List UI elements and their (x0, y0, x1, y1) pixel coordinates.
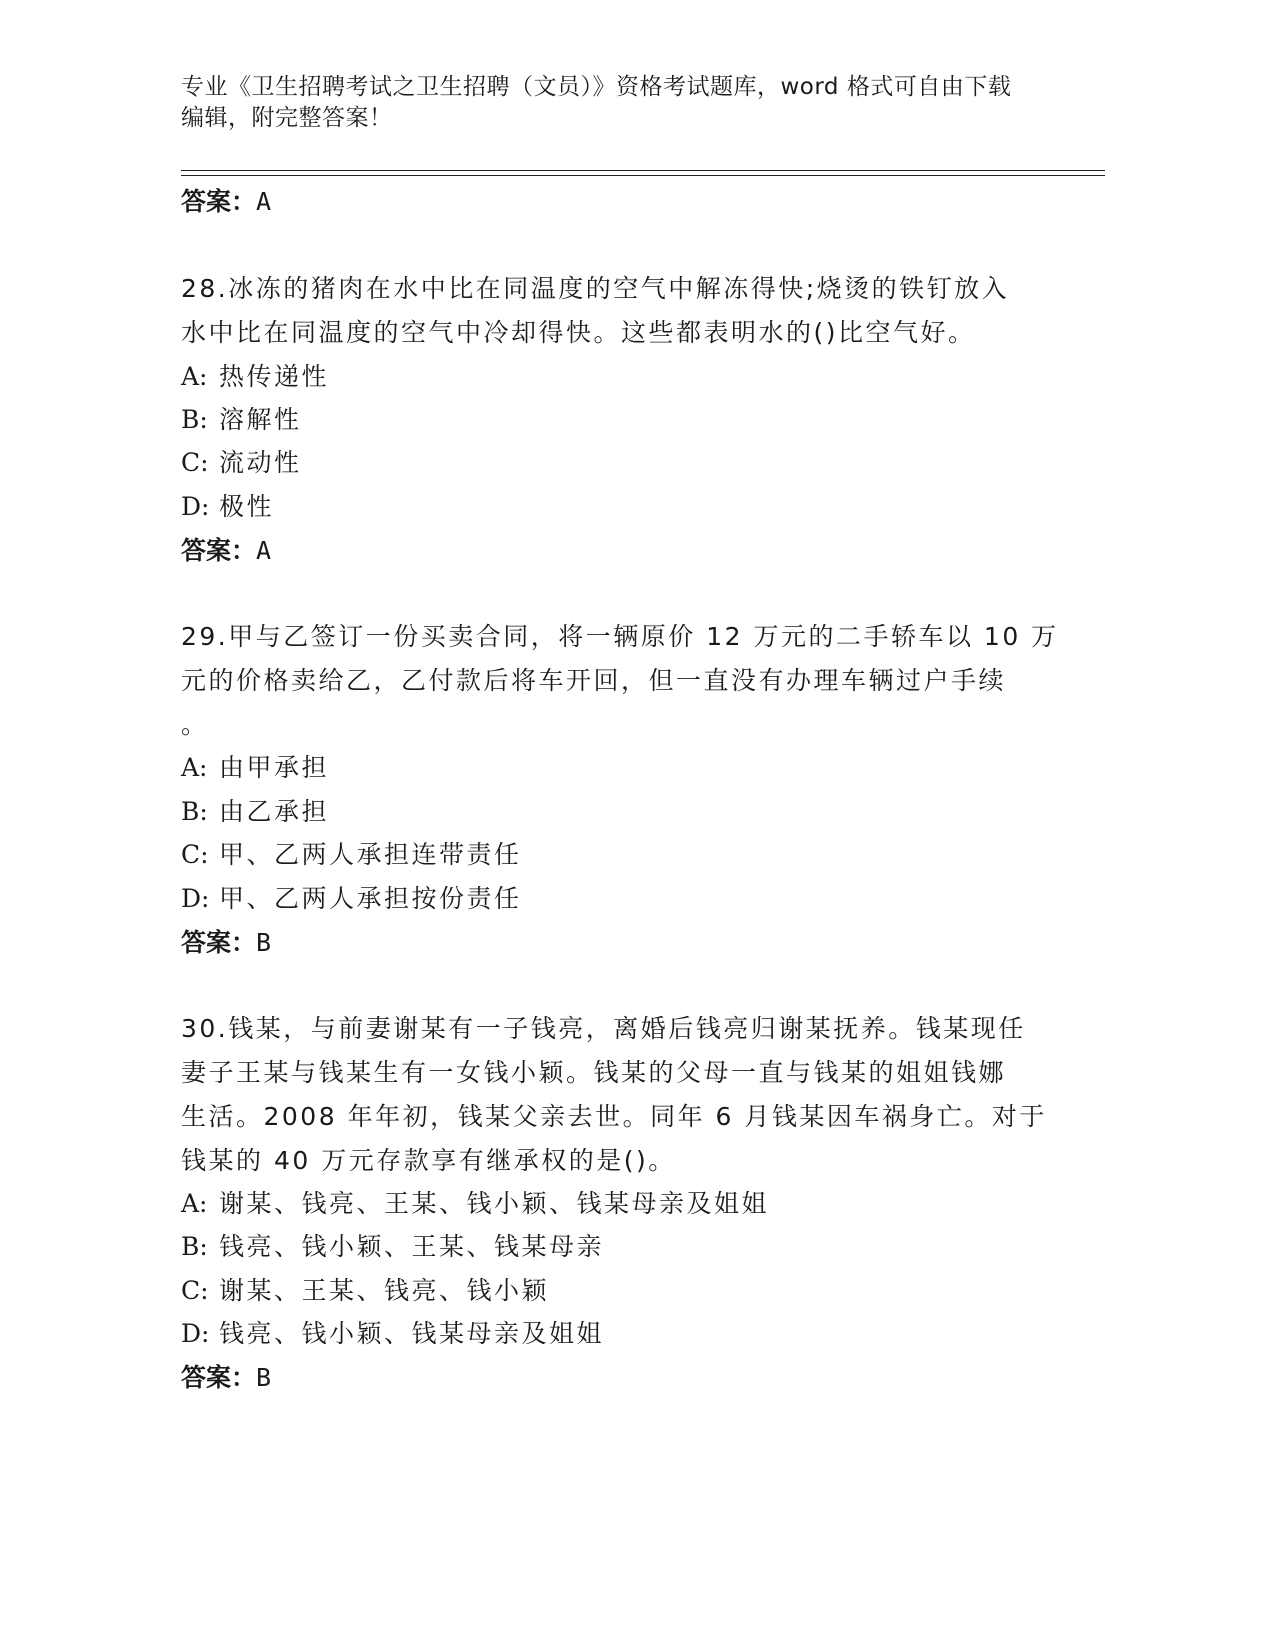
question-28-option-c (181, 448, 302, 478)
question-28-line-1: 28.冰冻的猪肉在水中比在同温度的空气中解冻得快;烧烫的铁钉放入 (181, 274, 1010, 303)
question-28-line-2: 水中比在同温度的空气中冷却得快。这些都表明水的()比空气好。 (181, 318, 976, 347)
question-30-line-1: 30.钱某，与前妻谢某有一子钱亮，离婚后钱亮归谢某抚养。钱某现任 (181, 1014, 1026, 1043)
question-30-line-3: 生活。2008 年年初，钱某父亲去世。同年 6 月钱某因车祸身亡。对于 (181, 1102, 1047, 1131)
question-29-option-c (181, 840, 522, 870)
answer-label: 答案： (181, 536, 257, 565)
answer-label: 答案： (181, 1363, 257, 1392)
answer-value: B (256, 928, 272, 957)
option-key: D: (181, 884, 210, 913)
option-key: D: (181, 1319, 210, 1348)
option-text: 流动性 (219, 448, 302, 477)
option-text: 谢某、钱亮、王某、钱小颖、钱某母亲及姐姐 (219, 1189, 770, 1218)
option-key: A: (181, 753, 208, 782)
option-text: 由甲承担 (219, 753, 330, 782)
option-key: B: (181, 405, 208, 434)
question-30-line-2: 妻子王某与钱某生有一女钱小颖。钱某的父母一直与钱某的姐姐钱娜 (181, 1058, 1007, 1087)
answer-line (181, 187, 271, 217)
option-text: 热传递性 (219, 362, 330, 391)
question-29-answer (181, 928, 271, 958)
question-28-option-b (181, 405, 302, 435)
header-line-1: 专业《卫生招聘考试之卫生招聘（文员）》资格考试题库，word 格式可自由下载 (181, 74, 1012, 100)
question-30-option-c (181, 1276, 549, 1306)
question-30-answer (181, 1363, 271, 1393)
answer-value: A (256, 536, 272, 565)
answer-value: B (256, 1363, 272, 1392)
question-29-option-a (181, 753, 329, 783)
option-text: 极性 (219, 492, 275, 521)
question-28-answer (181, 536, 271, 566)
option-text: 甲、乙两人承担按份责任 (219, 884, 522, 913)
document-header (181, 72, 1081, 134)
answer-value: A (256, 187, 272, 216)
option-text: 钱亮、钱小颖、钱某母亲及姐姐 (219, 1319, 605, 1348)
question-30-line-4: 钱某的 40 万元存款享有继承权的是()。 (181, 1146, 676, 1175)
question-30-option-d (181, 1319, 604, 1349)
option-key: D: (181, 492, 210, 521)
question-29-option-b (181, 797, 329, 827)
header-divider-bottom (181, 175, 1105, 176)
option-key: C: (181, 448, 209, 477)
answer-label: 答案： (181, 928, 257, 957)
question-29-line-3: 。 (181, 710, 209, 739)
option-key: A: (181, 362, 208, 391)
question-29-line-1: 29.甲与乙签订一份买卖合同，将一辆原价 12 万元的二手轿车以 10 万 (181, 622, 1059, 651)
option-key: A: (181, 1189, 208, 1218)
question-29-line-2: 元的价格卖给乙，乙付款后将车开回，但一直没有办理车辆过户手续 (181, 666, 1007, 695)
header-divider-top (181, 170, 1105, 171)
option-text: 甲、乙两人承担连带责任 (219, 840, 522, 869)
question-30-option-a (181, 1189, 769, 1219)
option-text: 溶解性 (219, 405, 302, 434)
option-key: C: (181, 840, 209, 869)
answer-label: 答案： (181, 187, 257, 216)
question-29-option-d (181, 884, 522, 914)
question-28-option-d (181, 492, 274, 522)
option-text: 钱亮、钱小颖、王某、钱某母亲 (219, 1232, 605, 1261)
option-key: C: (181, 1276, 209, 1305)
option-key: B: (181, 797, 208, 826)
option-text: 谢某、王某、钱亮、钱小颖 (219, 1276, 550, 1305)
option-text: 由乙承担 (219, 797, 330, 826)
option-key: B: (181, 1232, 208, 1261)
header-line-2: 编辑，附完整答案！ (181, 105, 393, 131)
question-28-option-a (181, 362, 329, 392)
question-30-option-b (181, 1232, 604, 1262)
